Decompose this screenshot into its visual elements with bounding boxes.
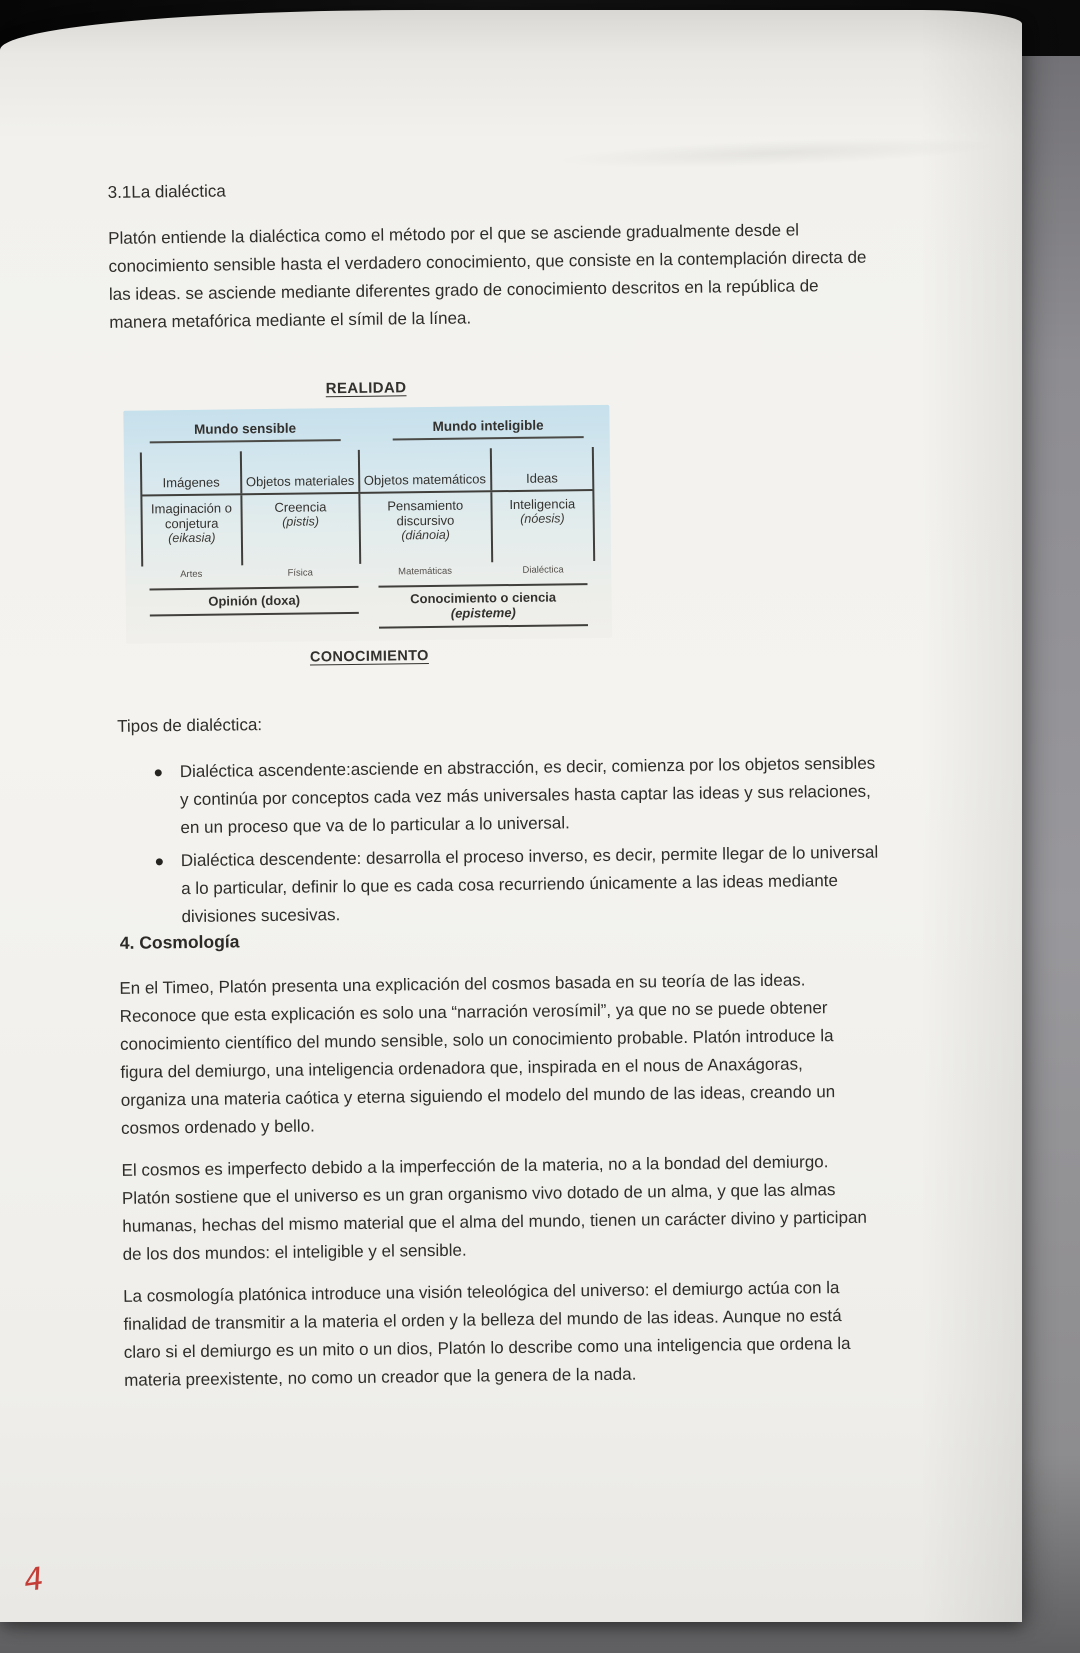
tipos-heading: Tipos de dialéctica: [117,715,263,736]
page-content [0,4,1032,1628]
faculty-cell [358,492,491,564]
discipline-label: Artes [180,568,203,581]
object-cell [489,447,594,490]
diagram-box [123,405,612,644]
object-cell [140,451,240,494]
cosmologia-paragraph: La cosmología platónica introduce una visión teleológica del universo: el demiurgo actúa con la finalidad de transmitir a la materia el orden y la belleza del mundo de las ideas. Aunque no está claro si el demiurgo es un mito o un dios, Platón lo describe como una inteligencia que ordena la materia preexistente, no como un creador que la genera de la nada. [123,1278,851,1390]
object-label: Imágenes [162,474,220,491]
world-headers-row [123,417,609,444]
faculty-label: Imaginación o conjetura [150,500,233,532]
doxa-cell [140,586,369,617]
faculty-term: (eikasia) [168,530,216,546]
page-number-handwritten: 4 [21,1560,47,1600]
cosmologia-paragraph: El cosmos es imperfecto debido a la imperfección de la materia, no a la bondad del demiurgo. Platón sostiene que el universo es un gran organismo vivo dotado de un alma, y que las almas humanas, hechas del mismo material que el alma del mundo, tienen un carácter divino y participan de los dos mundos: el inteligible y el sensible. [121,1152,867,1264]
knowledge-types-row [140,583,598,632]
bullet-text: Dialéctica descendente: desarrolla el proceso inverso, es decir, permite llegar de lo universal a lo particular, definir lo que es cada cosa recurriendo únicamente a las ideas mediante divisiones sucesivas. [180,842,879,927]
cosmologia-heading: 4. Cosmología [119,931,240,953]
world-sensible-label: Mundo sensible [149,420,340,443]
doxa-label: Opinión (doxa) [208,592,301,609]
discipline-label: Física [287,567,313,579]
discipline-label: Dialéctica [522,564,564,576]
faculty-cell [240,494,359,565]
faculty-term: (diánoia) [401,527,451,543]
object-label: Ideas [525,470,558,486]
episteme-cell [368,583,598,629]
intro-paragraph: Platón entiende la dialéctica como el método por el que se asciende gradualmente desde el conocimiento sensible hasta el verdadero conocimiento, que consiste en la contemplación directa de las ideas. se asciende mediante diferentes grado de conocimiento descritos en la república de manera metafórica mediante el símil de la línea. [108,220,867,332]
diagram-title: REALIDAD [325,379,407,398]
world-sensible [123,420,366,444]
document-page [0,10,1022,1622]
diagram-footer: CONOCIMIENTO [309,648,429,666]
faculty-label: Inteligencia [509,496,576,513]
divided-line-diagram [123,377,612,668]
object-cell [358,448,490,492]
dialectica-bullet-list [150,749,890,936]
faculty-cell [490,491,595,562]
object-label: Objetos materiales [245,472,355,490]
faculty-term: (nóesis) [520,511,565,526]
list-item [151,838,890,931]
object-label: Objetos matemáticos [363,471,487,488]
faculty-cell [140,495,241,566]
faculty-term: (pistis) [282,514,320,529]
episteme-term: (episteme) [450,604,516,621]
section-title: 3.1La dialéctica [107,181,226,202]
faculty-label: Creencia [274,499,327,515]
world-inteligible-label: Mundo inteligible [392,417,583,440]
disciplines-row [141,564,595,581]
list-item [150,749,889,842]
world-inteligible [366,417,609,441]
bullet-text: Dialéctica ascendente:asciende en abstracción, es decir, comienza por los objetos sensibles y continúa por conceptos cada vez más universales hasta captar las ideas y sus relaciones, en un proceso que va de lo particular a lo universal. [179,753,876,838]
discipline-label: Matemáticas [398,565,453,578]
faculties-row [140,491,595,567]
cosmologia-paragraph: En el Timeo, Platón presenta una explicación del cosmos basada en su teoría de las ideas. Reconoce que esta explicación es solo una “narración verosímil”, ya que no se puede obtener conocimiento científico del mundo sensible, solo un conocimiento probable. Platón introduce la figura del demiurgo, una inteligencia ordenadora que, inspirada en el nous de Anaxágoras, organiza una materia caótica y eterna siguiendo el modelo del mundo de las ideas, creando un cosmos ordenado y bello. [119,970,836,1138]
episteme-label: Conocimiento o ciencia [410,589,557,607]
objects-row [140,447,594,495]
object-cell [240,450,359,493]
faculty-label: Pensamiento discursivo [387,497,464,529]
